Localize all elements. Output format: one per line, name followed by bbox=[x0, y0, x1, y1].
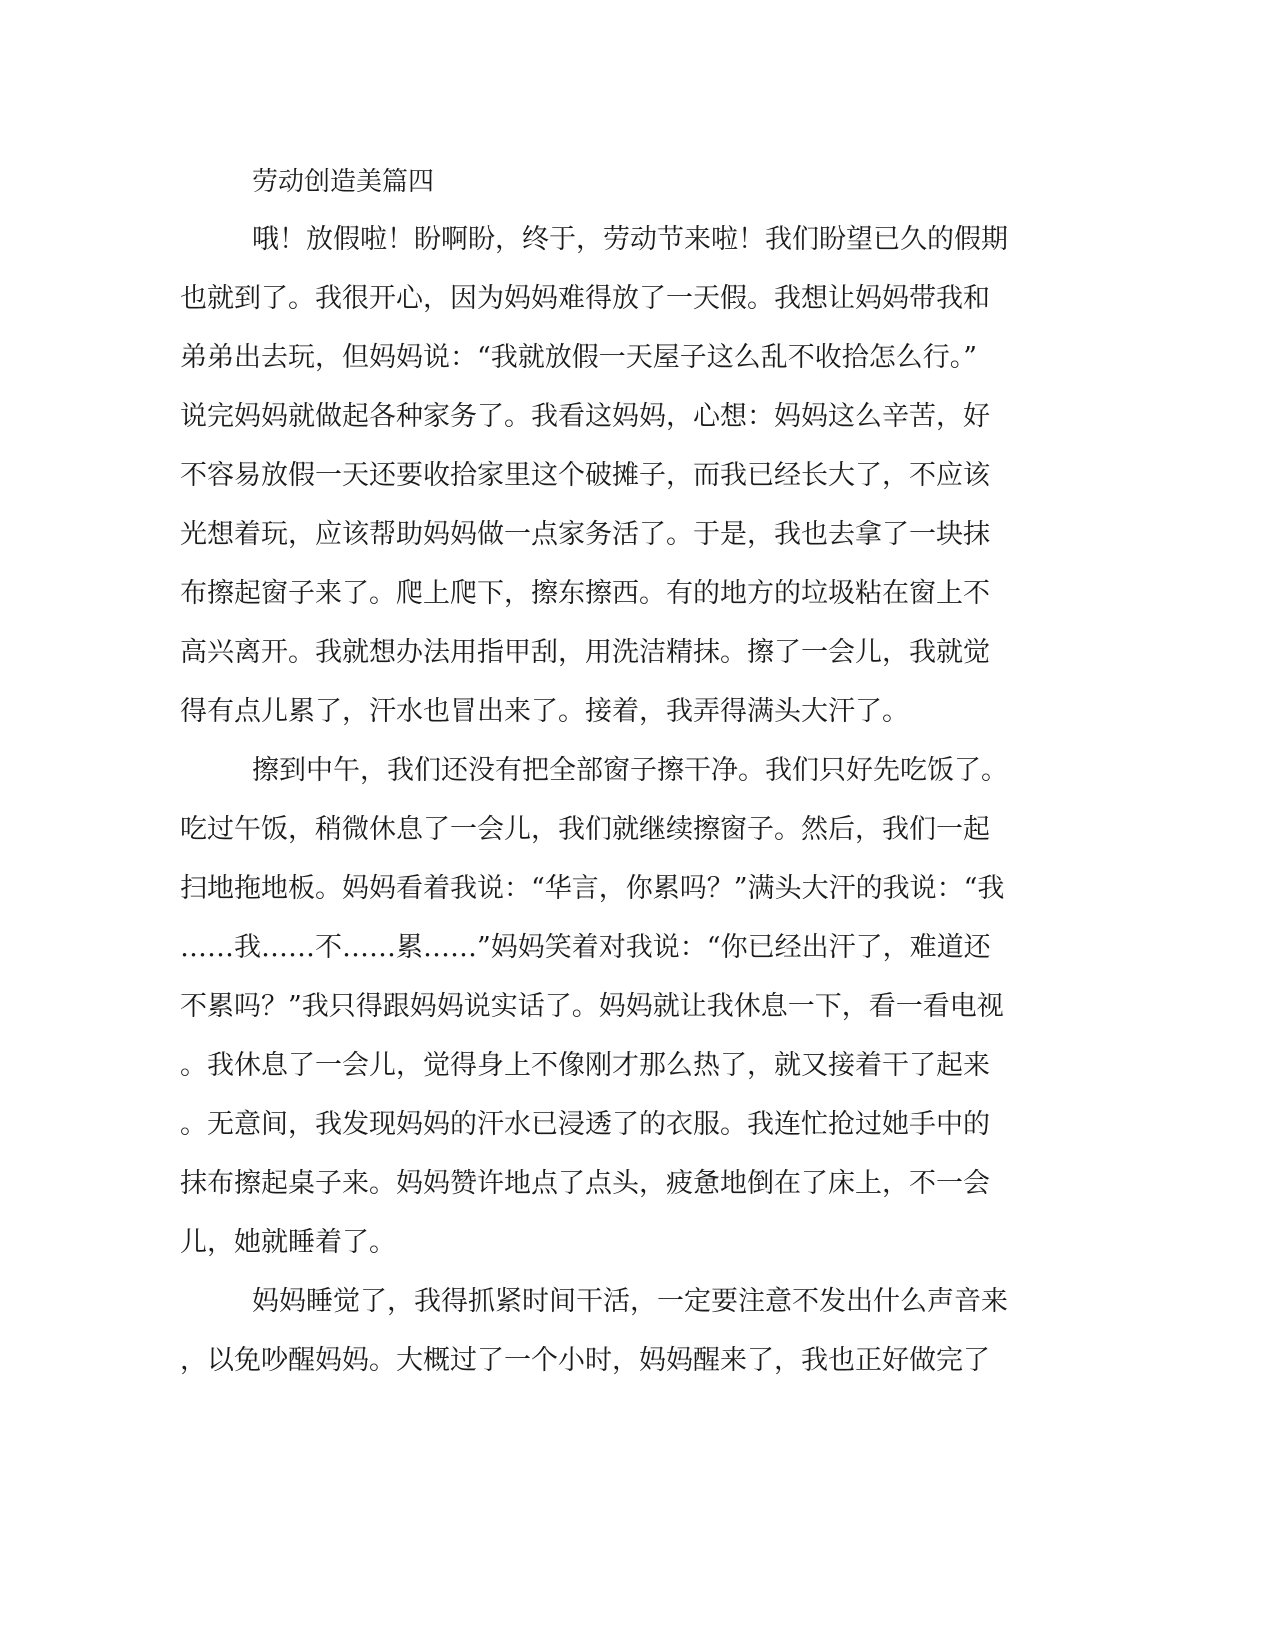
paragraph-line: 。无意间，我发现妈妈的汗水已浸透了的衣服。我连忙抢过她手中的 bbox=[180, 1109, 990, 1140]
paragraph-line: 扫地拖地板。妈妈看着我说：“华言，你累吗？”满头大汗的我说：“我 bbox=[180, 873, 1005, 904]
paragraph-line: 哦！放假啦！盼啊盼，终于，劳动节来啦！我们盼望已久的假期 bbox=[252, 224, 1008, 255]
paragraph-line: 也就到了。我很开心，因为妈妈难得放了一天假。我想让妈妈带我和 bbox=[180, 283, 990, 314]
paragraph-line: 吃过午饭，稍微休息了一会儿，我们就继续擦窗子。然后，我们一起 bbox=[180, 814, 990, 845]
paragraph-line: 得有点儿累了，汗水也冒出来了。接着，我弄得满头大汗了。 bbox=[180, 696, 909, 727]
paragraph-line: 不容易放假一天还要收拾家里这个破摊子，而我已经长大了，不应该 bbox=[180, 460, 990, 491]
paragraph-line: 光想着玩，应该帮助妈妈做一点家务活了。于是，我也去拿了一块抹 bbox=[180, 519, 990, 550]
paragraph-line: ……我……不……累……”妈妈笑着对我说：“你已经出汗了，难道还 bbox=[180, 932, 991, 963]
document-title: 劳动创造美篇四 bbox=[252, 167, 435, 197]
paragraph-line: ，以免吵醒妈妈。大概过了一个小时，妈妈醒来了，我也正好做完了 bbox=[180, 1345, 990, 1376]
paragraph-line: 擦到中午，我们还没有把全部窗子擦干净。我们只好先吃饭了。 bbox=[252, 755, 1008, 786]
paragraph-line: 儿，她就睡着了。 bbox=[180, 1227, 396, 1258]
paragraph-line: 不累吗？”我只得跟妈妈说实话了。妈妈就让我休息一下，看一看电视 bbox=[180, 991, 1004, 1022]
paragraph-line: 说完妈妈就做起各种家务了。我看这妈妈，心想：妈妈这么辛苦，好 bbox=[180, 401, 990, 432]
paragraph-line: 高兴离开。我就想办法用指甲刮，用洗洁精抹。擦了一会儿，我就觉 bbox=[180, 637, 990, 668]
paragraph-line: 。我休息了一会儿，觉得身上不像刚才那么热了，就又接着干了起来 bbox=[180, 1050, 990, 1081]
paragraph-line: 抹布擦起桌子来。妈妈赞许地点了点头，疲惫地倒在了床上，不一会 bbox=[180, 1168, 990, 1199]
paragraph-line: 弟弟出去玩，但妈妈说：“我就放假一天屋子这么乱不收拾怎么行。” bbox=[180, 342, 978, 373]
paragraph-line: 妈妈睡觉了，我得抓紧时间干活，一定要注意不发出什么声音来 bbox=[252, 1286, 1008, 1317]
paragraph-line: 布擦起窗子来了。爬上爬下，擦东擦西。有的地方的垃圾粘在窗上不 bbox=[180, 578, 990, 609]
